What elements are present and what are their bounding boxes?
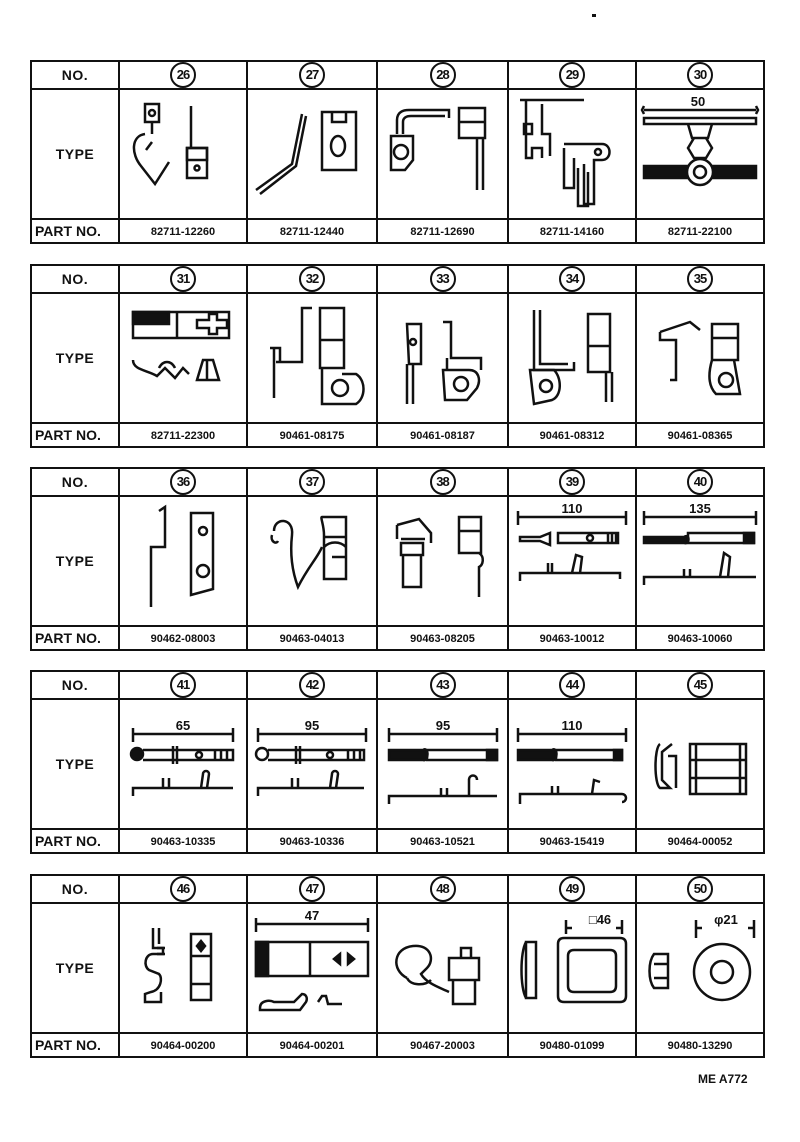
spring-clip-drawing [252,94,372,214]
part-number: 90463-15419 [539,836,605,848]
part-number: 90461-08312 [539,430,605,442]
part-number: 82711-12690 [410,226,475,238]
item-number: 40 [687,469,713,495]
dimension-label: φ21 [714,912,738,927]
item-number: 47 [299,876,325,902]
hook-tab-drawing [640,298,760,418]
type-header: TYPE [31,699,119,829]
part-drawing-cell [119,89,247,219]
dimension-label: □46 [588,912,612,927]
bracket-clip-drawing [512,94,632,214]
part-number: 90463-10335 [150,836,216,848]
item-number: 39 [559,469,585,495]
rod-clip-110-drawing [512,501,632,621]
print-speck [592,14,596,17]
part-drawing-cell [377,89,508,219]
part-no-header: PART NO. [31,219,119,243]
item-number: 35 [687,266,713,292]
parts-table-1 [30,60,765,244]
part-number: 90463-10012 [539,633,605,645]
wire-clip-drawing [123,908,243,1028]
parts-table-2 [30,264,765,448]
dimension-label: 95 [304,718,320,733]
item-number: 28 [430,62,456,88]
no-header: NO. [31,875,119,903]
item-number: 32 [299,266,325,292]
part-no-header: PART NO. [31,1033,119,1057]
part-drawing-cell [508,89,636,219]
part-number: 82711-12260 [150,226,216,238]
z-bracket-drawing [123,501,243,621]
part-number: 90463-08205 [410,633,475,645]
part-drawing-cell [247,89,377,219]
plate-clip-47-drawing [250,908,374,1028]
type-header: TYPE [31,496,119,626]
no-header: NO. [31,671,119,699]
part-number: 90480-01099 [539,1040,605,1052]
rod-clip-95-a-drawing [252,704,372,824]
part-number: 90463-04013 [279,633,345,645]
part-no-header: PART NO. [31,626,119,650]
item-number: 44 [559,672,585,698]
mounting-clip-drawing [638,94,762,214]
dimension-label: 110 [561,718,583,733]
part-no-header: PART NO. [31,423,119,447]
item-number: 38 [430,469,456,495]
item-number-cell [636,61,764,89]
part-no-header: PART NO. [31,829,119,853]
part-number: 90461-08175 [279,430,345,442]
item-number: 41 [170,672,196,698]
item-number: 49 [559,876,585,902]
bent-clip-drawing [123,94,243,214]
item-number: 30 [687,62,713,88]
item-number: 43 [430,672,456,698]
part-number: 90464-00201 [279,1040,345,1052]
item-number: 50 [687,876,713,902]
item-number: 36 [170,469,196,495]
parts-table-3 [30,467,765,651]
part-number: 90462-08003 [150,633,216,645]
long-bracket-drawing [252,298,372,418]
rod-clip-110-b-drawing [512,704,632,824]
dimension-label: 95 [435,718,450,733]
dimension-label: 47 [304,908,320,923]
parts-table-5 [30,874,765,1058]
item-number-cell [377,61,508,89]
part-number: 90467-20003 [410,1040,475,1052]
rod-clip-65-drawing [123,704,243,824]
part-number: 90463-10521 [410,836,475,848]
part-number: 90461-08365 [667,430,733,442]
part-number: 82711-22300 [150,430,216,442]
type-header: TYPE [31,903,119,1033]
item-number: 31 [170,266,196,292]
rod-clip-95-b-drawing [383,704,503,824]
item-number-cell [508,61,636,89]
item-number: 33 [430,266,456,292]
item-number: 42 [299,672,325,698]
tab-bracket-drawing [383,298,503,418]
item-number-cell [247,61,377,89]
no-header: NO. [31,468,119,496]
s-hook-clip-drawing [383,908,503,1028]
dimension-label: 50 [690,94,706,109]
square-grommet-drawing [512,908,632,1028]
part-number: 82711-22100 [667,226,733,238]
dimension-label: 135 [689,501,711,516]
item-number: 45 [687,672,713,698]
no-header: NO. [31,265,119,293]
item-number-cell [119,61,247,89]
offset-bracket-drawing [512,298,632,418]
part-number: 90464-00200 [150,1040,216,1052]
item-number: 48 [430,876,456,902]
no-header: NO. [31,61,119,89]
part-drawing-cell [636,89,764,219]
hook-clip-drawing [383,94,503,214]
item-number: 29 [559,62,585,88]
spring-clamp-drawing [640,704,760,824]
rod-clip-135-drawing [640,501,760,621]
document-code: ME A772 [698,1072,748,1086]
part-number: 90463-10060 [667,633,733,645]
wire-hook-drawing [252,501,372,621]
item-number: 27 [299,62,325,88]
part-number: 90464-00052 [667,836,733,848]
parts-table-4 [30,670,765,854]
item-number: 34 [559,266,585,292]
part-number: 90463-10336 [279,836,345,848]
part-number: 90480-13290 [667,1040,733,1052]
dimension-label: 110 [561,501,583,516]
type-header: TYPE [31,293,119,423]
dimension-label: 65 [175,718,191,733]
part-number: 82711-14160 [539,226,605,238]
item-number: 46 [170,876,196,902]
hook-sleeve-drawing [383,501,503,621]
part-number: 90461-08187 [410,430,475,442]
item-number: 26 [170,62,196,88]
type-header: TYPE [31,89,119,219]
item-number: 37 [299,469,325,495]
part-number: 82711-12440 [279,226,345,238]
round-grommet-drawing [640,908,760,1028]
plate-clip-drawing [123,298,243,418]
